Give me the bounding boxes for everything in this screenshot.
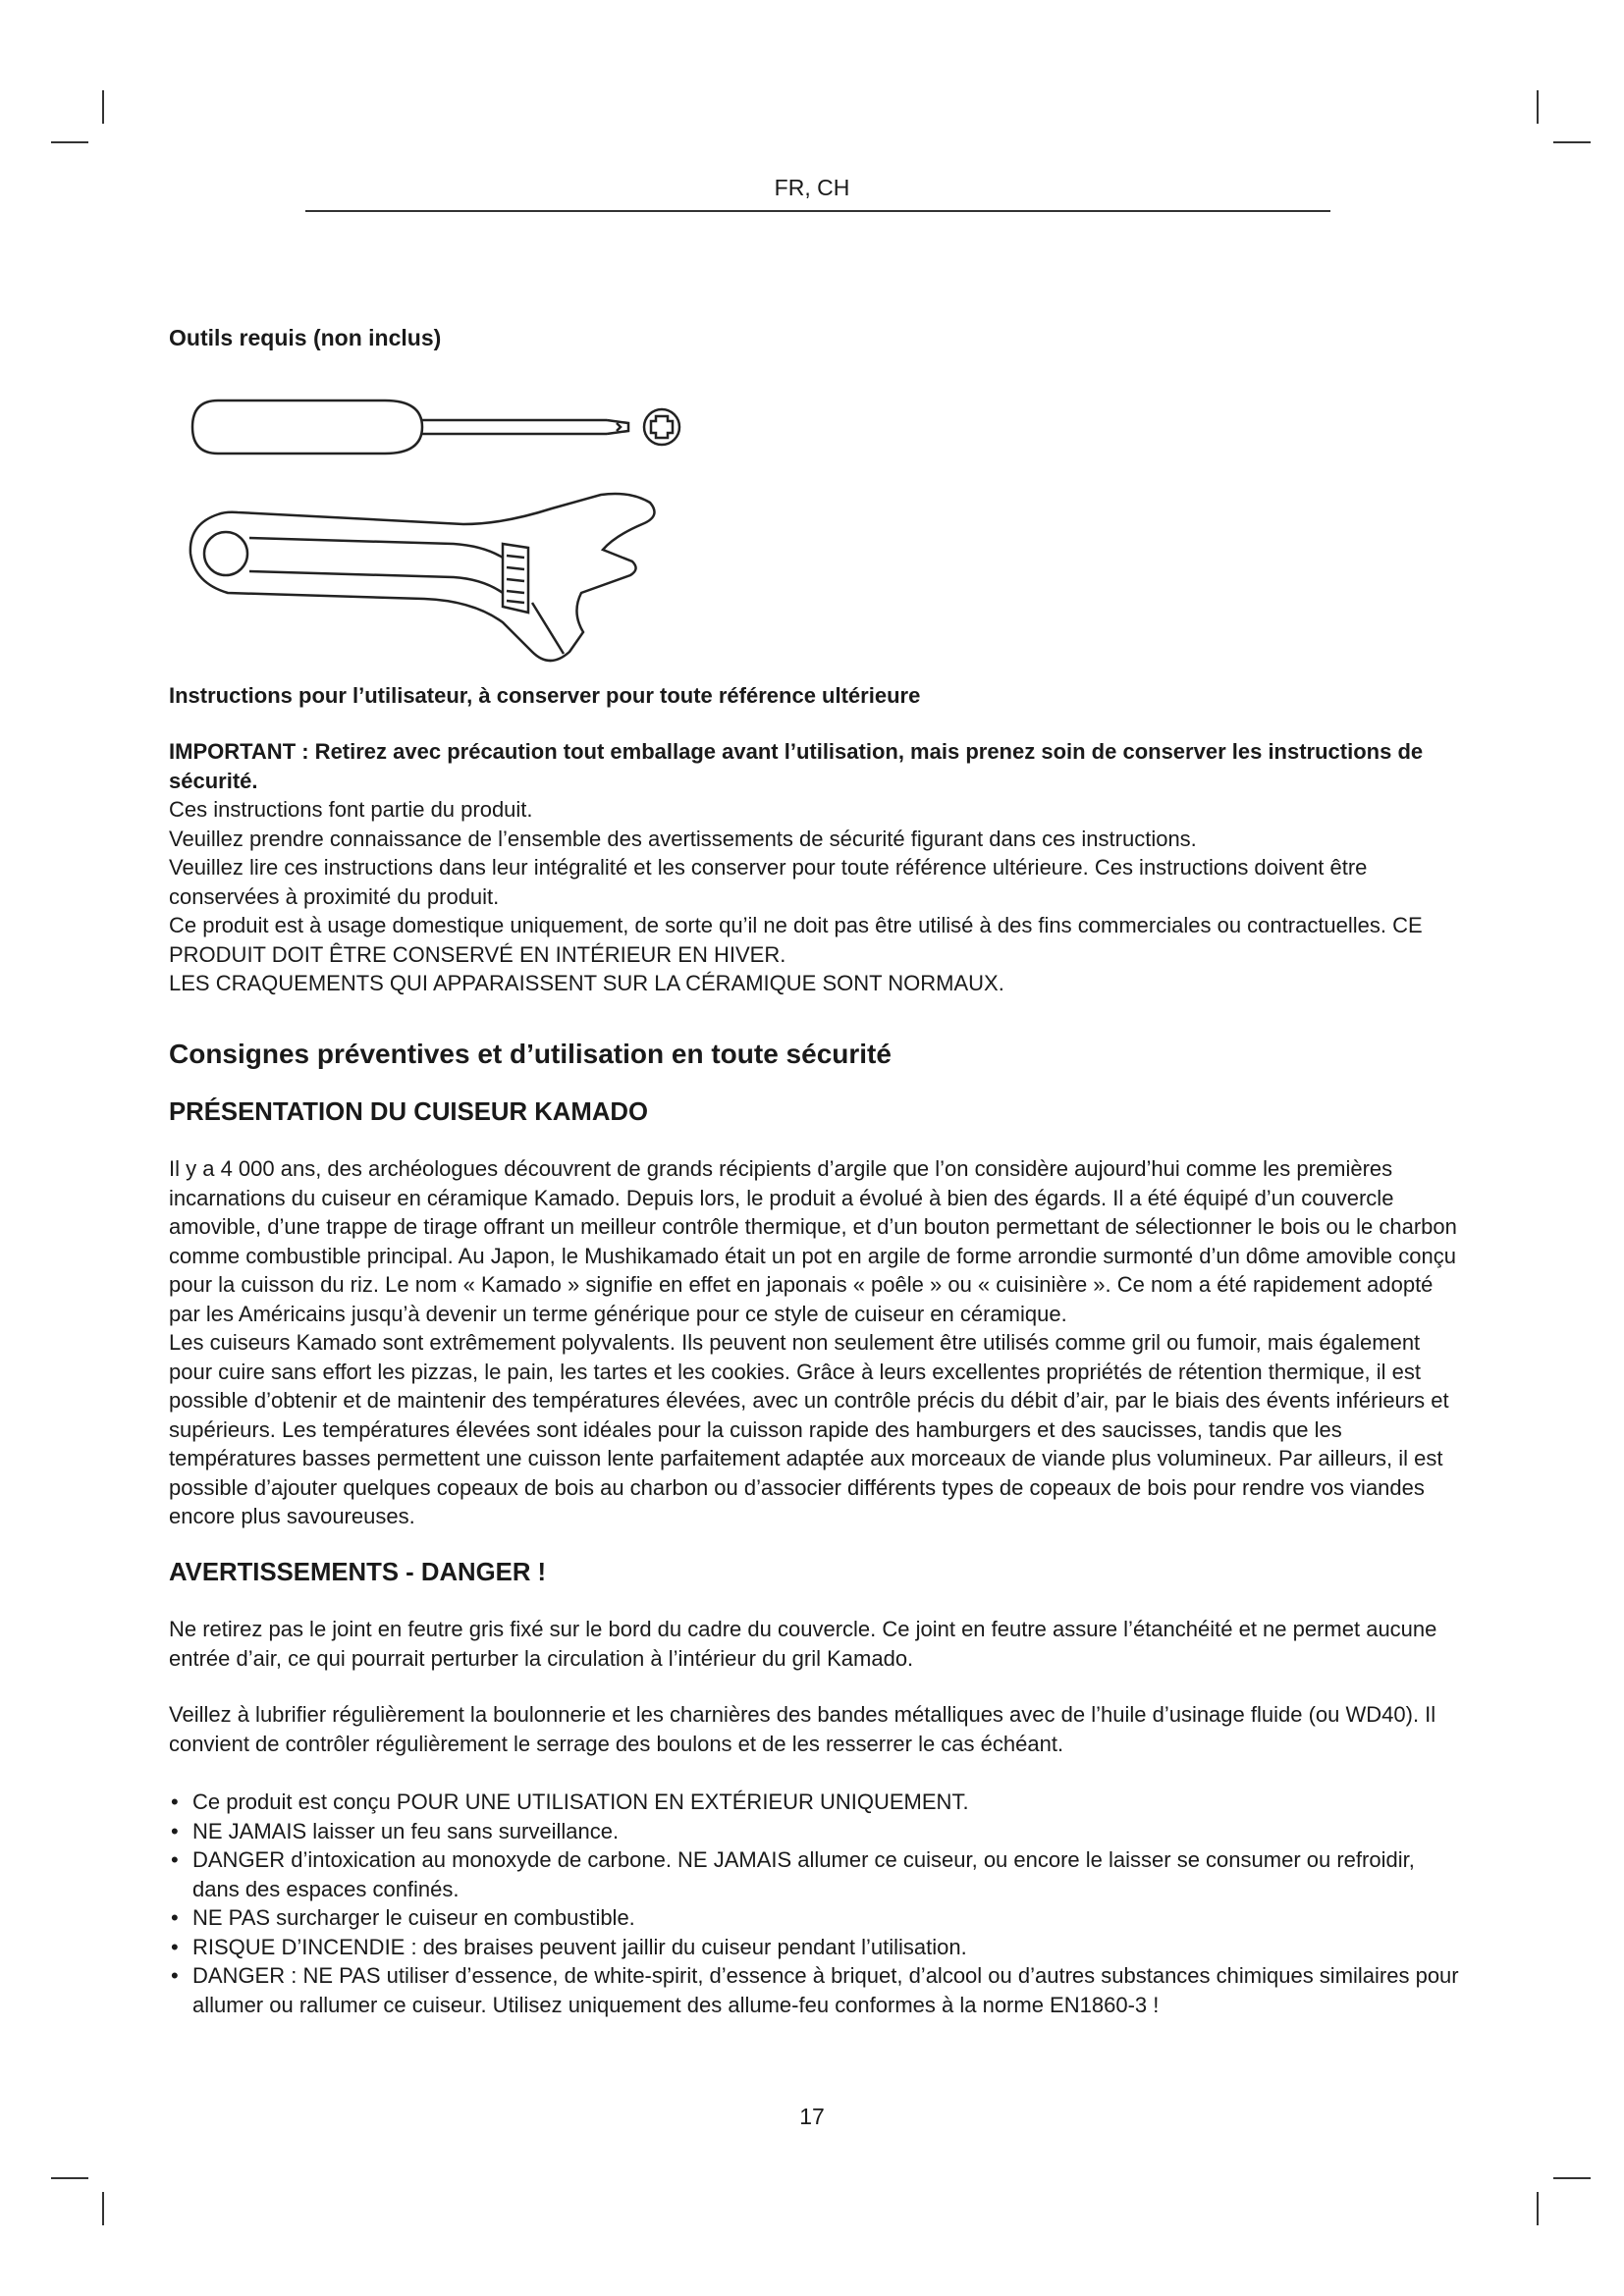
section-title: Consignes préventives et d’utilisation en toute sécurité [169, 1038, 892, 1069]
intro-line: Veuillez prendre connaissance de l’ensemble des avertissements de sécurité figurant dans ces instructions. [169, 826, 1197, 851]
intro-line: LES CRAQUEMENTS QUI APPARAISSENT SUR LA CÉRAMIQUE SONT NORMAUX. [169, 971, 1004, 995]
tools-figure [169, 387, 758, 681]
crop-mark [51, 2177, 88, 2179]
intro-line: Ces instructions font partie du produit. [169, 797, 533, 822]
warning-bullet: • NE PAS surcharger le cuiseur en combustible. [169, 1903, 1465, 1933]
header-rule [305, 210, 1330, 212]
important-notice: IMPORTANT : Retirez avec précaution tout emballage avant l’utilisation, mais prenez soin de conserver les instructions de sécurité. [169, 739, 1424, 793]
warning-bullet: • Ce produit est conçu POUR UNE UTILISATION EN EXTÉRIEUR UNIQUEMENT. [169, 1788, 1465, 1817]
warning-bullet: • NE JAMAIS laisser un feu sans surveillance. [169, 1817, 1465, 1846]
warning-bullet-list [169, 1788, 1465, 2019]
warnings-heading: AVERTISSEMENTS - DANGER ! [169, 1558, 547, 1586]
presentation-paragraph: Il y a 4 000 ans, des archéologues découvrent de grands récipients d’argile que l’on considère aujourd’hui comme les premières incarnations du cuiseur en céramique Kamado. Depuis lors, le produit a évolué à bien des égards. Il a été équipé d’un couvercle amovible, d’une trappe de tirage offrant un meilleur contrôle thermique, et d’un bouton permettant de sélectionner le bois ou le charbon comme combustible principal. Au Japon, le Mushikamado était un pot en argile de forme arrondie surmonté d’un dôme amovible conçu pour la cuisson du riz. Le nom « Kamado » signifie en effet en japonais « poêle » ou « cuisinière ». Ce nom a été rapidement adopté par les Américains jusqu’à devenir un terme générique pour ce style de cuiseur en céramique. [169, 1156, 1457, 1326]
user-instructions-heading: Instructions pour l’utilisateur, à conserver pour toute référence ultérieure [169, 682, 921, 708]
warning-bullet: • RISQUE D’INCENDIE : des braises peuvent jaillir du cuiseur pendant l’utilisation. [169, 1933, 1465, 1962]
warning-paragraph: Veillez à lubrifier régulièrement la boulonnerie et les charnières des bandes métalliques avec de l’huile d’usinage fluide (ou WD40). Il convient de contrôler régulièrement le serrage des boulons et de les resserrer le cas échéant. [169, 1702, 1436, 1756]
crop-mark [1537, 90, 1539, 124]
crop-mark [102, 90, 104, 124]
crop-mark [1553, 141, 1591, 143]
crop-mark [102, 2192, 104, 2225]
crop-mark [1537, 2192, 1539, 2225]
intro-line: Veuillez lire ces instructions dans leur intégralité et les conserver pour toute référence ultérieure. Ces instructions doivent être conservées à proximité du produit. [169, 855, 1368, 909]
crop-mark [1553, 2177, 1591, 2179]
page-content [169, 324, 1465, 2019]
warning-paragraph: Ne retirez pas le joint en feutre gris fixé sur le bord du cadre du couvercle. Ce joint en feutre assure l’étanchéité et ne permet aucune entrée d’air, ce qui pourrait perturber la circulation à l’intérieur du gril Kamado. [169, 1617, 1437, 1671]
presentation-paragraph: Les cuiseurs Kamado sont extrêmement polyvalents. Ils peuvent non seulement être utilisés comme gril ou fumoir, mais également pour cuire sans effort les pizzas, le pain, les tartes et les cookies. Grâce à leurs excellentes propriétés de rétention thermique, il est possible d’obtenir et de maintenir des températures élevées, avec un contrôle précis du débit d’air, par le biais des évents inférieurs et supérieurs. Les températures élevées sont idéales pour la cuisson rapide des hamburgers et des saucisses, tandis que les températures basses permettent une cuisson lente parfaitement adaptée aux morceaux de viande plus volumineux. Par ailleurs, il est possible d’ajouter quelques copeaux de bois au charbon ou d’associer différents types de copeaux de bois pour rendre vos viandes encore plus savoureuses. [169, 1330, 1449, 1528]
warning-bullet: • DANGER : NE PAS utiliser d’essence, de white-spirit, d’essence à briquet, d’alcool ou d’autres substances chimiques similaires pour allumer ou rallumer ce cuiseur. Utilisez uniquement des allume-feu conformes à la norme EN1860-3 ! [169, 1961, 1465, 2019]
crop-mark [51, 141, 88, 143]
page-number: 17 [799, 2104, 825, 2129]
intro-line: Ce produit est à usage domestique uniquement, de sorte qu’il ne doit pas être utilisé à des fins commerciales ou contractuelles. CE PRODUIT DOIT ÊTRE CONSERVÉ EN INTÉRIEUR EN HIVER. [169, 913, 1423, 967]
adjustable-wrench-icon [179, 485, 768, 681]
tools-heading: Outils requis (non inclus) [169, 325, 442, 350]
screwdriver-icon [189, 387, 699, 465]
presentation-heading: PRÉSENTATION DU CUISEUR KAMADO [169, 1097, 649, 1126]
warning-bullet: • DANGER d’intoxication au monoxyde de carbone. NE JAMAIS allumer ce cuiseur, ou encore le laisser se consumer ou refroidir, dans des espaces confinés. [169, 1845, 1465, 1903]
header-language: FR, CH [774, 175, 850, 200]
